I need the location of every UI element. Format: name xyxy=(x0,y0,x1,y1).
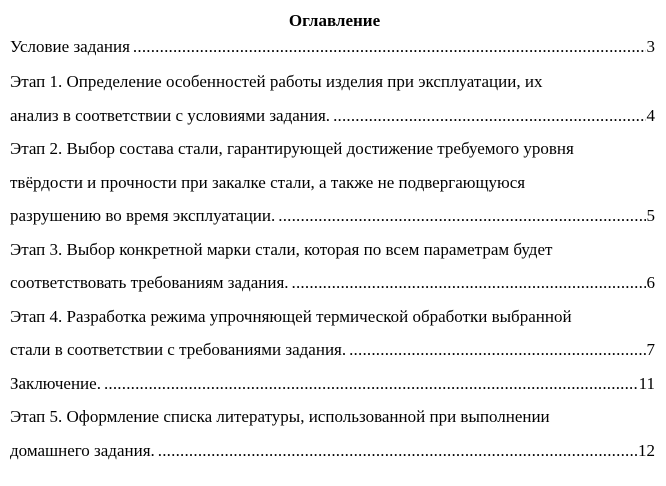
page-number: 7 xyxy=(646,340,655,359)
toc-entry-text: анализ в соответствии с условиями задания. xyxy=(10,105,331,125)
toc-entry-text: разрушению во время эксплуатации. xyxy=(10,206,276,225)
toc-entry-text: Заключение. xyxy=(10,373,101,393)
toc-entry-text: Этап 5. Оформление списка литературы, использованной при выполнении xyxy=(10,407,550,426)
toc-entry-text: Этап 1. Определение особенностей работы изделия при эксплуатации, их xyxy=(10,72,543,91)
table-of-contents xyxy=(10,11,655,467)
toc-entry-line xyxy=(10,199,655,233)
page-number: 11 xyxy=(638,373,655,393)
toc-entry-line xyxy=(10,367,655,401)
toc-entry-line xyxy=(10,333,655,367)
toc-title: Оглавление xyxy=(288,11,381,30)
toc-entry-text: соответствовать требованиям задания. xyxy=(10,273,289,292)
toc-entry-text: Этап 2. Выбор состава стали, гарантирующей достижение требуемого уровня xyxy=(10,139,574,158)
page-number: 6 xyxy=(646,273,655,292)
page-number: 5 xyxy=(646,206,655,225)
dot-leader xyxy=(104,367,638,401)
toc-entry-text: стали в соответствии с требованиями задания. xyxy=(10,340,347,359)
toc-entry-text: домашнего задания. xyxy=(10,440,155,460)
toc-entry-text: твёрдости и прочности при закалке стали, а также не подвергающуюся xyxy=(10,172,526,192)
dot-leader xyxy=(333,99,645,133)
dot-leader xyxy=(133,31,646,62)
toc-entry-conditions[interactable] xyxy=(10,31,655,62)
toc-entry-text: Этап 4. Разработка режима упрочняющей термической обработки выбранной xyxy=(10,306,572,326)
dot-leader xyxy=(278,199,645,233)
toc-entry-stage-5[interactable] xyxy=(10,400,655,467)
toc-entry-stage-4[interactable] xyxy=(10,300,655,367)
dot-leader xyxy=(349,333,645,367)
toc-entry-line xyxy=(10,266,655,300)
toc-entry-line xyxy=(10,31,655,62)
toc-entry-stage-1[interactable] xyxy=(10,65,655,132)
page-number: 12 xyxy=(638,440,655,460)
page-number: 3 xyxy=(646,37,655,56)
toc-entry-line xyxy=(10,434,655,468)
dot-leader xyxy=(158,434,637,468)
toc-entry-text: Этап 3. Выбор конкретной марки стали, которая по всем параметрам будет xyxy=(10,239,553,259)
toc-entry-line xyxy=(10,99,655,133)
toc-entry-conclusion[interactable] xyxy=(10,367,655,401)
toc-entry-stage-2[interactable] xyxy=(10,132,655,233)
toc-entry-text: Условие задания xyxy=(10,37,130,56)
toc-entry-stage-3[interactable] xyxy=(10,233,655,300)
dot-leader xyxy=(292,266,646,300)
page-number: 4 xyxy=(646,105,655,125)
